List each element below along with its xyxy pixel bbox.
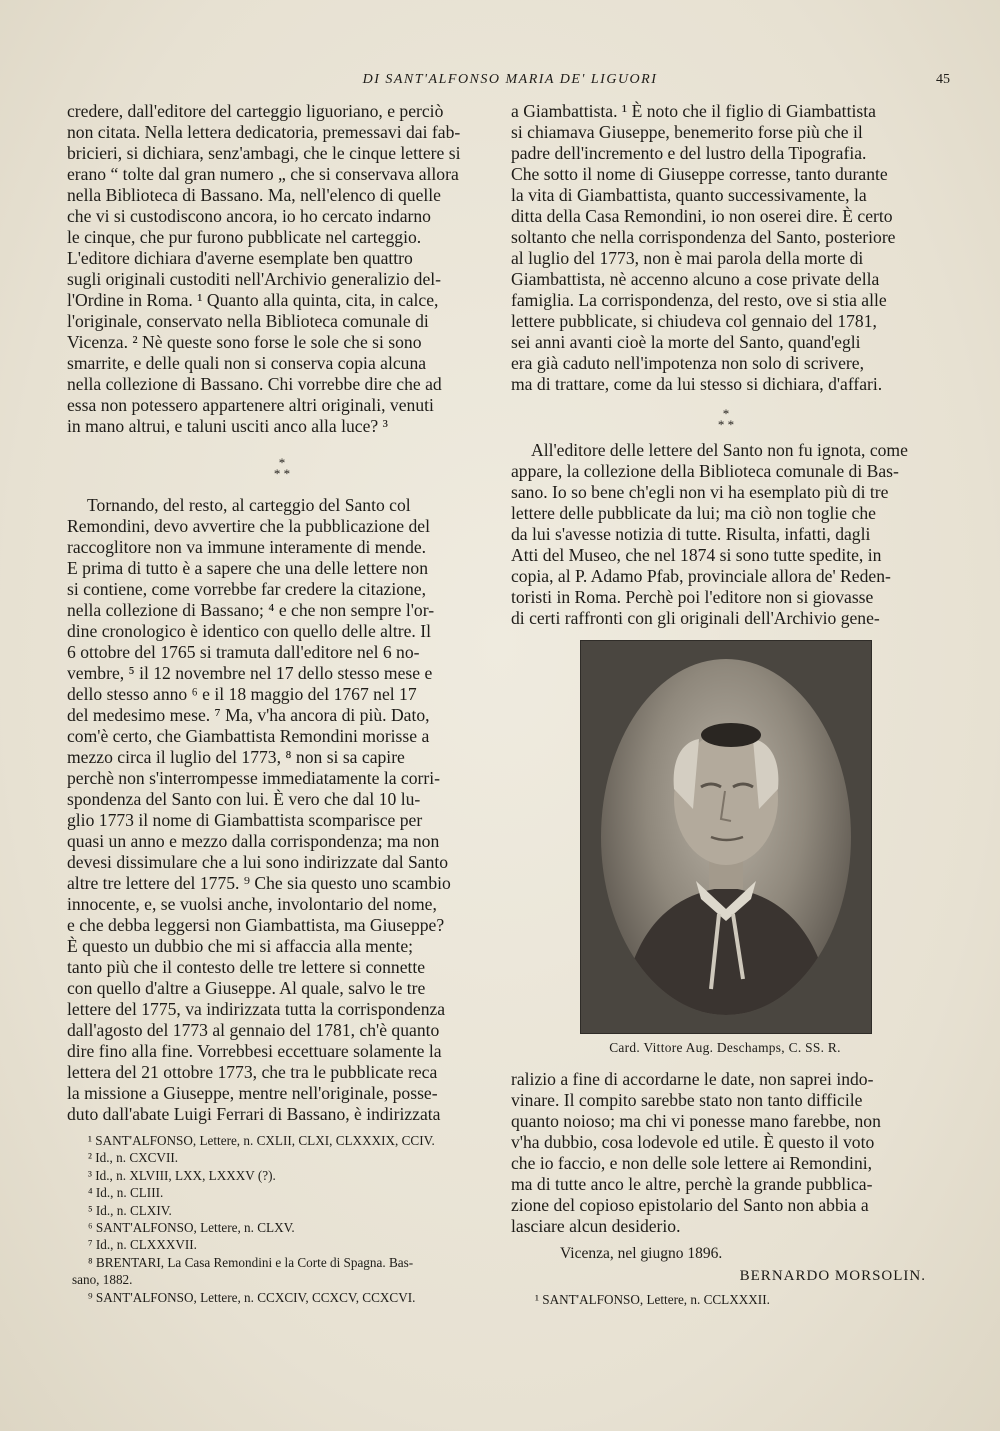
text-line: E prima di tutto è a sapere che una delle lettere non — [67, 558, 429, 578]
text-line: sano. Io so bene ch'egli non vi ha esemplato più di tre — [511, 482, 889, 502]
left-paragraph-1 — [67, 101, 497, 437]
text-line: era già caduto nell'impotenza non solo di scrivere, — [511, 353, 864, 373]
text-line: nella Biblioteca di Bassano. Ma, nell'elenco di quelle — [67, 185, 441, 205]
text-line: quanto noioso; ma chi vi ponesse mano farebbe, non — [511, 1111, 881, 1131]
asterism-top: * — [278, 455, 286, 470]
text-line: lettere pubblicate, si chiudeva col gennaio del 1781, — [511, 311, 877, 331]
text-line: com'è certo, che Giambattista Remondini morisse a — [67, 726, 430, 746]
text-line: dire fino alla fine. Vorrebbesi eccettuare solamente la — [67, 1041, 442, 1061]
text-line: di certi raffronti con gli originali dell'Archivio gene- — [511, 608, 880, 628]
text-line: duto dall'abate Luigi Ferrari di Bassano, è indirizzata — [67, 1104, 441, 1124]
text-line: All'editore delle lettere del Santo non fu ignota, come — [531, 440, 908, 460]
footnote-right: ¹ SANT'ALFONSO, Lettere, n. CCLXXXII. — [535, 1292, 770, 1307]
footnote: ⁹ SANT'ALFONSO, Lettere, n. CCXCIV, CCXCV, CCXCVI. — [88, 1289, 416, 1305]
text-line: la missione a Giuseppe, mentre nell'originale, posse- — [67, 1083, 438, 1103]
text-line: in mano altrui, e taluni usciti anco alla luce? ³ — [67, 416, 388, 436]
asterism-bottom: * * — [717, 417, 735, 432]
portrait-image — [601, 659, 851, 1015]
text-line: toristi in Roma. Perchè poi l'editore non si giovasse — [511, 587, 874, 607]
text-line: vinare. Il compito sarebbe stato non tanto difficile — [511, 1090, 863, 1110]
text-line: famiglia. La corrispondenza, del resto, ove si stia alle — [511, 290, 887, 310]
text-line: dall'agosto del 1773 al gennaio del 1781, ch'è quanto — [67, 1020, 440, 1040]
footnote: ³ Id., n. XLVIII, LXX, LXXXV (?). — [88, 1167, 276, 1183]
text-line: Remondini, devo avvertire che la pubblicazione del — [67, 516, 430, 536]
text-line: del medesimo mese. ⁷ Ma, v'ha ancora di più. Dato, — [67, 705, 430, 725]
text-line: bricieri, si dichiara, senz'ambagi, che le cinque lettere si — [67, 143, 461, 163]
text-line: devesi dissimulare che a lui sono indirizzate dal Santo — [67, 852, 449, 872]
text-line: l'originale, conservato nella Biblioteca comunale di — [67, 311, 429, 331]
text-line: ralizio a fine di accordarne le date, non saprei indo- — [511, 1069, 874, 1089]
text-line: ditta della Casa Remondini, io non oserei dire. È certo — [511, 206, 893, 226]
text-line: zione del copioso epistolario del Santo non abbia a — [511, 1195, 869, 1215]
portrait-oval — [601, 659, 851, 1015]
text-line: le cinque, che pur furono pubblicate nel carteggio. — [67, 227, 422, 247]
text-line: che vi si custodiscono ancora, io ho cercato indarno — [67, 206, 431, 226]
text-line: L'editore dichiara d'averne esemplate ben quattro — [67, 248, 413, 268]
text-line: lasciare alcun desiderio. — [511, 1216, 681, 1236]
text-line: non citata. Nella lettera dedicatoria, premessavi dai fab- — [67, 122, 461, 142]
left-column — [67, 101, 497, 1125]
text-line: a Giambattista. ¹ È noto che il figlio di Giambattista — [511, 101, 876, 121]
text-line: innocente, e, se vuolsi anche, involontario del nome, — [67, 894, 437, 914]
text-line: l'Ordine in Roma. ¹ Quanto alla quinta, cita, in calce, — [67, 290, 439, 310]
text-line: essa non potessero appartenere altri originali, venuti — [67, 395, 434, 415]
right-paragraph-2 — [511, 440, 941, 629]
footnote: ² Id., n. CXCVII. — [88, 1150, 179, 1166]
text-line: v'ha dubbio, cosa lodevole ed utile. È questo il voto — [511, 1132, 875, 1152]
portrait-caption: Card. Vittore Aug. Deschamps, C. SS. R. — [609, 1040, 841, 1055]
text-line: quasi un anno e mezzo dalla corrispondenza; ma non — [67, 831, 440, 851]
text-line: nella collezione di Bassano; ⁴ e che non sempre l'or- — [67, 600, 435, 620]
right-column-bottom — [511, 1069, 941, 1237]
text-line: lettere del 1775, va indirizzata tutta la corrispondenza — [67, 999, 446, 1019]
text-line: lettere delle pubblicate da lui; ma ciò non toglie che — [511, 503, 876, 523]
text-line: È questo un dubbio che mi si affaccia alla mente; — [67, 936, 414, 956]
text-line: nella collezione di Bassano. Chi vorrebbe dire che ad — [67, 374, 442, 394]
text-line: con quello d'altre a Giuseppe. Al quale, salvo le tre — [67, 978, 426, 998]
author-signature: BERNARDO MORSOLIN. — [739, 1268, 926, 1284]
text-line: ma di trattare, come da lui stesso si dichiara, d'affari. — [511, 374, 883, 394]
text-line: copia, al P. Adamo Pfab, provinciale allora de' Reden- — [511, 566, 891, 586]
text-line: credere, dall'editore del carteggio liguoriano, e perciò — [67, 101, 444, 121]
text-line: tanto più che il contesto delle tre lettere si connette — [67, 957, 426, 977]
text-line: che io faccio, e non delle sole lettere ai Remondini, — [511, 1153, 873, 1173]
text-line: sugli originali custoditi nell'Archivio generalizio del- — [67, 269, 442, 289]
text-line: altre tre lettere del 1775. ⁹ Che sia questo uno scambio — [67, 873, 451, 893]
section-break-asterism — [511, 408, 941, 430]
text-line: perchè non s'interrompesse immediatamente la corri- — [67, 768, 440, 788]
text-line: Tornando, del resto, al carteggio del Santo col — [87, 495, 411, 515]
text-line: al luglio del 1773, non è mai parola della morte di — [511, 248, 864, 268]
footnote: ¹ SANT'ALFONSO, Lettere, n. CXLII, CLXI, CLXXXIX, CCIV. — [88, 1133, 435, 1148]
footnote: ⁴ Id., n. CLIII. — [88, 1185, 164, 1201]
asterism-bottom: * * — [273, 466, 291, 481]
footnote: ⁸ BRENTARI, La Casa Remondini e la Corte di Spagna. Bas- — [88, 1254, 414, 1270]
text-line: Vicenza. ² Nè queste sono forse le sole che si sono — [67, 332, 422, 352]
footnote-continuation: sano, 1882. — [72, 1272, 133, 1288]
left-paragraph-2 — [67, 495, 497, 1125]
footnote: ⁶ SANT'ALFONSO, Lettere, n. CLXV. — [88, 1220, 295, 1236]
right-paragraph-1 — [511, 101, 941, 395]
footnote: ⁵ Id., n. CLXIV. — [88, 1202, 172, 1218]
asterism-top: * — [722, 406, 730, 421]
right-paragraph-3 — [511, 1069, 941, 1237]
text-line: Giambattista, nè accenno alcuno a cose private della — [511, 269, 880, 289]
text-line: spondenza del Santo con lui. È vero che dal 10 lu- — [67, 789, 421, 809]
text-line: sei anni avanti cioè la morte del Santo, quand'egli — [511, 332, 861, 352]
portrait-plate — [580, 640, 872, 1034]
text-line: ma di tutte anco le altre, perchè la grande pubblica- — [511, 1174, 873, 1194]
text-line: dello stesso anno ⁶ e il 18 maggio del 1767 nel 17 — [67, 684, 417, 704]
page-number: 45 — [936, 72, 950, 87]
text-line: raccoglitore non va immune interamente di mende. — [67, 537, 427, 557]
text-line: la vita di Giambattista, quanto successivamente, la — [511, 185, 867, 205]
text-line: Atti del Museo, che nel 1874 si sono tutte spedite, in — [511, 545, 882, 565]
text-line: dine cronologico è identico con quello delle altre. Il — [67, 621, 431, 641]
footnotes-left — [72, 1132, 503, 1306]
text-line: soltanto che nella corrispondenza del Santo, posteriore — [511, 227, 896, 247]
dateline: Vicenza, nel giugno 1896. — [560, 1245, 723, 1262]
text-line: appare, la collezione della Biblioteca comunale di Bas- — [511, 461, 899, 481]
text-line: glio 1773 il nome di Giambattista scomparisce per — [67, 810, 423, 830]
text-line: 6 ottobre del 1765 si tramuta dall'editore nel 6 no- — [67, 642, 420, 662]
text-line: smarrite, e delle quali non si conserva copia alcuna — [67, 353, 427, 373]
text-line: erano “ tolte dal gran numero „ che si conservava allora — [67, 164, 459, 184]
text-line: lettera del 21 ottobre 1773, che tra le pubblicate reca — [67, 1062, 438, 1082]
text-line: si contiene, come vorrebbe far credere la citazione, — [67, 579, 427, 599]
right-column-top — [511, 101, 941, 629]
running-title: DI SANT'ALFONSO MARIA DE' LIGUORI — [362, 72, 658, 87]
text-line: mezzo circa il luglio del 1773, ⁸ non si sa capire — [67, 747, 405, 767]
text-line: vembre, ⁵ il 12 novembre nel 17 dello stesso mese e — [67, 663, 433, 683]
text-line: da lui s'avesse notizia di tutte. Risulta, infatti, dagli — [511, 524, 871, 544]
text-line: padre dell'incremento e del lustro della Tipografia. — [511, 143, 867, 163]
footnote: ⁷ Id., n. CLXXXVII. — [88, 1237, 197, 1253]
text-line: Che sotto il nome di Giuseppe corresse, tanto durante — [511, 164, 888, 184]
text-line: si chiamava Giuseppe, benemerito forse più che il — [511, 122, 863, 142]
text-line: e che debba leggersi non Giambattista, ma Giuseppe? — [67, 915, 445, 935]
section-break-asterism — [67, 457, 497, 479]
